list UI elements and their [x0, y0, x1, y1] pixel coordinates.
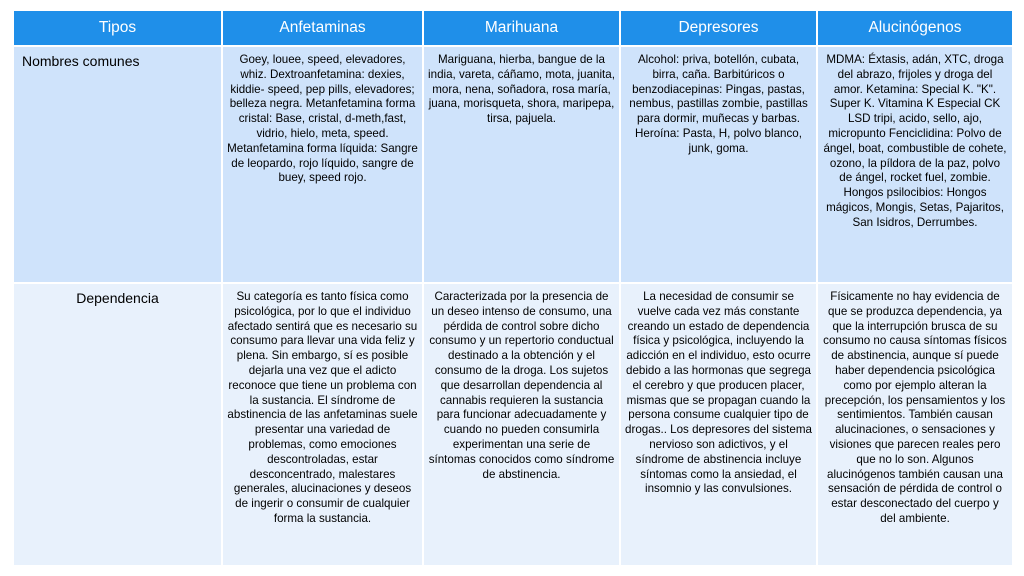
cell-nombres-marihuana: Mariguana, hierba, bangue de la india, vareta, cáñamo, mota, juanita, mora, nena, soñadora, rosa maría, juana, morisqueta, shora, maripepa, tirsa, pajuela. [423, 46, 620, 283]
cell-dependencia-alucinogenos: Físicamente no hay evidencia de que se produzca dependencia, ya que la interrupción brusca de su consumo no causa síntomas físicos de abstinencia, aunque sí puede haber dependencia psicológica como por ejemplo alteran la precepción, los pensamientos y los sentimientos. También causan alucinaciones, o sensaciones y visiones que parecen reales pero que no lo son. Algunos alucinógenos también causan una sensación de pérdida de control o estar desconectado del cuerpo y del ambiente. [817, 283, 1013, 566]
cell-nombres-alucinogenos: MDMA: Éxtasis, adán, XTC, droga del abrazo, frijoles y droga del amor. Ketamina: Special K. "K". Super K. Vitamina K Especial CK LSD tripi, acido, sello, ajo, micropunto Fenciclidina: Polvo de ángel, boat, combustible de cohete, ozono, la píldora de la paz, polvo de ángel, rocket fuel, zombie. Hongos psilocibios: Hongos mágicos, Mongis, Setas, Pajaritos, San Isidros, Derrumbes. [817, 46, 1013, 283]
row-label-nombres-comunes: Nombres comunes [13, 46, 222, 283]
row-label-dependencia: Dependencia [13, 283, 222, 566]
header-marihuana: Marihuana [423, 10, 620, 46]
header-depresores: Depresores [620, 10, 817, 46]
cell-dependencia-anfetaminas: Su categoría es tanto física como psicológica, por lo que el individuo afectado sentirá que es necesario su consumo para llevar una vida feliz y plena. Sin embargo, sí es posible dejarla una vez que el adicto reconoce que tiene un problema con la sustancia. El síndrome de abstinencia de las anfetaminas suele presentar una variedad de problemas, como emociones descontroladas, estar desconcentrado, malestares generales, alucinaciones y deseos de ingerir o consumir de cualquier forma la sustancia. [222, 283, 423, 566]
cell-dependencia-depresores: La necesidad de consumir se vuelve cada vez más constante creando un estado de dependencia física y psicológica, incluyendo la adicción en el individuo, esto ocurre debido a las hormonas que segrega el cerebro y que producen placer, mismas que se propagan cuando la persona consume cualquier tipo de drogas.. Los depresores del sistema nervioso son adictivos, y el síndrome de abstinencia incluye síntomas como la ansiedad, el insomnio y las convulsiones. [620, 283, 817, 566]
table-row-nombres-comunes [13, 46, 1013, 283]
table-header-row [13, 10, 1013, 46]
header-tipos: Tipos [13, 10, 222, 46]
cell-nombres-depresores: Alcohol: priva, botellón, cubata, birra, caña. Barbitúricos o benzodiacepinas: Pingas, pastas, nembus, pastillas zombie, pastillas para dormir, muñecas y barbas. Heroína: Pasta, H, polvo blanco, junk, goma. [620, 46, 817, 283]
cell-dependencia-marihuana: Caracterizada por la presencia de un deseo intenso de consumo, una pérdida de control sobre dicho consumo y un repertorio conductual destinado a la obtención y el consumo de la droga. Los sujetos que desarrollan dependencia al cannabis requieren la sustancia para funcionar adecuadamente y cuando no pueden consumirla experimentan una serie de síntomas conocidos como síndrome de abstinencia. [423, 283, 620, 566]
drug-comparison-table [12, 9, 1014, 567]
table-row-dependencia [13, 283, 1013, 566]
cell-nombres-anfetaminas: Goey, louee, speed, elevadores, whiz. Dextroanfetamina: dexies, kiddie- speed, pep pills, elevadores; belleza negra. Metanfetamina forma cristal: Base, cristal, d-meth,fast, vidrio, hielo, meta, speed. Metanfetamina forma líquida: Sangre de leopardo, rojo líquido, sangre de buey, speed rojo. [222, 46, 423, 283]
header-alucinogenos: Alucinógenos [817, 10, 1013, 46]
header-anfetaminas: Anfetaminas [222, 10, 423, 46]
